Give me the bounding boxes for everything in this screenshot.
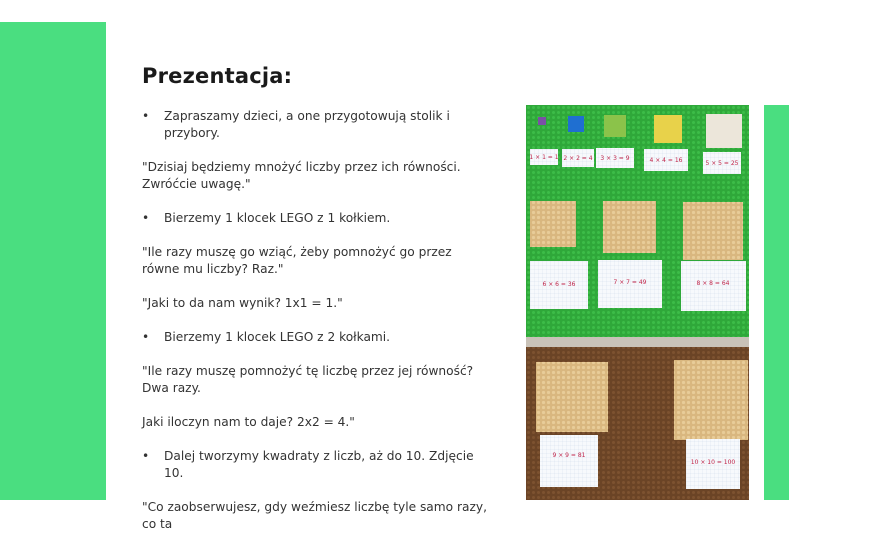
card-label: 8 × 8 = 64	[696, 280, 730, 287]
lego-block-5x5	[706, 114, 742, 148]
plate-divider	[526, 337, 749, 347]
card-label: 2 × 2 = 4	[563, 155, 593, 162]
bullet-icon: •	[142, 330, 150, 344]
lego-square-9x9	[536, 362, 608, 432]
paragraph-text: Dalej tworzymy kwadraty z liczb, aż do 10. Zdjęcie 10.	[164, 449, 474, 480]
paragraph-text: Zapraszamy dzieci, a one przygotowują stolik i przybory.	[164, 109, 450, 140]
bullet-paragraph	[142, 210, 487, 227]
paragraph-text: Bierzemy 1 klocek LEGO z 1 kołkiem.	[164, 211, 391, 225]
slide-content	[142, 108, 487, 531]
paragraph: "Ile razy muszę pomnożyć tę liczbę przez jej równość? Dwa razy.	[142, 364, 474, 395]
lego-squares-photo	[526, 105, 749, 500]
paragraph: "Jaki to da nam wynik? 1x1 = 1."	[142, 296, 343, 310]
lego-block-4x4	[654, 115, 682, 143]
card	[540, 435, 598, 487]
slide-title: Prezentacja:	[142, 64, 293, 88]
right-accent-bar	[764, 105, 789, 500]
lego-block-1x1	[538, 117, 546, 125]
card-label: 1 × 1 = 1	[529, 154, 559, 161]
card-label: 4 × 4 = 16	[649, 157, 683, 164]
card-label: 7 × 7 = 49	[613, 279, 647, 286]
bullet-icon: •	[142, 109, 150, 123]
bullet-paragraph	[142, 329, 487, 346]
bullet-paragraph	[142, 108, 487, 142]
paragraph: "Ile razy muszę go wziąć, żeby pomnożyć go przez równe mu liczby? Raz."	[142, 245, 452, 276]
lego-square-10x10	[674, 360, 748, 440]
lego-square-8x8	[683, 202, 743, 260]
bullet-icon: •	[142, 211, 150, 225]
paragraph: Jaki iloczyn nam to daje? 2x2 = 4."	[142, 415, 355, 429]
lego-block-2x2	[568, 116, 584, 132]
bullet-paragraph	[142, 448, 487, 482]
left-accent-bar	[0, 22, 106, 500]
card-label: 6 × 6 = 36	[542, 281, 576, 288]
bullet-icon: •	[142, 449, 150, 463]
lego-square-6x6	[530, 201, 576, 247]
lego-block-3x3	[604, 115, 626, 137]
card-label: 9 × 9 = 81	[552, 452, 586, 459]
paragraph-text: Bierzemy 1 klocek LEGO z 2 kołkami.	[164, 330, 391, 344]
paragraph: "Co zaobserwujesz, gdy weźmiesz liczbę tyle samo razy, co ta	[142, 500, 487, 531]
paragraph: "Dzisiaj będziemy mnożyć liczby przez ich równości. Zwróćcie uwagę."	[142, 160, 461, 191]
card-label: 5 × 5 = 25	[705, 160, 739, 167]
lego-square-7x7	[603, 201, 656, 253]
card-label: 3 × 3 = 9	[600, 155, 630, 162]
card-label: 10 × 10 = 100	[690, 459, 736, 466]
